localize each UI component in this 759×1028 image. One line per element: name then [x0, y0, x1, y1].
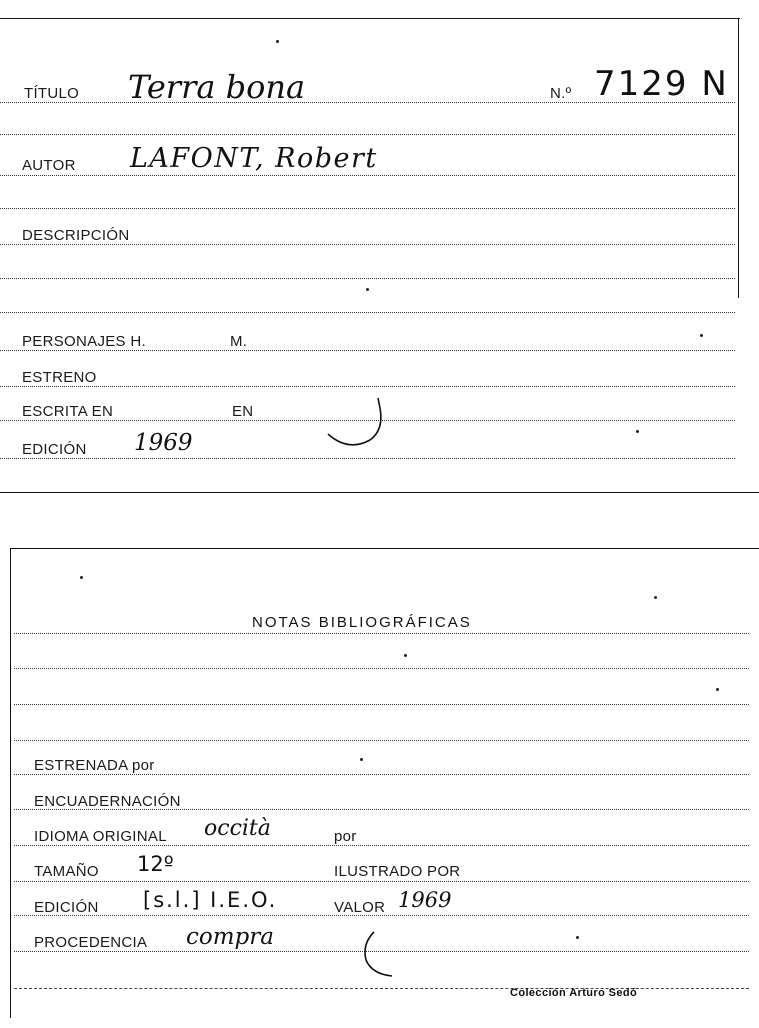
collection-credit: Colección Arturo Sedó	[510, 987, 638, 999]
autor-value: LAFONT, Robert	[130, 143, 378, 174]
rule-line	[14, 704, 749, 705]
card-top-edge	[10, 548, 759, 549]
rule-line	[0, 458, 735, 459]
card-bottom-edge	[0, 492, 759, 493]
rule-line	[0, 134, 735, 135]
rule-line	[14, 668, 749, 669]
rule-line	[0, 244, 735, 245]
rule-line	[0, 175, 735, 176]
rule-line	[14, 988, 749, 989]
edicion-label: EDICIÓN	[34, 899, 99, 916]
rule-line	[0, 278, 735, 279]
edicion-value: [s.l.] I.E.O.	[143, 888, 278, 912]
rule-line	[0, 312, 735, 313]
estrenada-label: ESTRENADA por	[34, 757, 155, 774]
por-label: por	[334, 828, 357, 845]
rule-line	[14, 740, 749, 741]
edicion-label: EDICIÓN	[22, 441, 87, 458]
rule-line	[14, 881, 749, 882]
speck	[80, 576, 83, 579]
rule-line	[14, 774, 749, 775]
procedencia-value: compra	[186, 924, 274, 950]
catalog-card-back	[0, 540, 759, 1028]
notas-heading: NOTAS BIBLIOGRÁFICAS	[252, 614, 472, 631]
personajes-label: PERSONAJES H.	[22, 333, 146, 350]
valor-value: 1969	[398, 888, 452, 912]
descripcion-label: DESCRIPCIÓN	[22, 227, 130, 244]
numero-value: 7129 N	[594, 64, 729, 104]
speck	[654, 596, 657, 599]
rule-line	[14, 845, 749, 846]
personajes-m-label: M.	[230, 333, 248, 350]
speck	[576, 936, 579, 939]
ilustrado-label: ILUSTRADO POR	[334, 863, 461, 880]
idioma-value: occità	[204, 816, 271, 841]
card-top-edge	[0, 18, 740, 19]
speck	[276, 40, 279, 43]
card-right-edge	[738, 18, 739, 298]
rule-line	[0, 208, 735, 209]
en-label: EN	[232, 403, 254, 420]
speck	[700, 334, 703, 337]
tamano-label: TAMAÑO	[34, 863, 99, 880]
speck	[716, 688, 719, 691]
rule-line	[0, 350, 735, 351]
autor-label: AUTOR	[22, 157, 76, 174]
numero-label: N.º	[550, 85, 572, 102]
rule-line	[0, 386, 735, 387]
rule-line	[14, 633, 749, 634]
titulo-label: TÍTULO	[24, 85, 80, 102]
speck	[404, 654, 407, 657]
tamano-value: 12º	[137, 852, 174, 876]
escrita-en-label: ESCRITA EN	[22, 403, 114, 420]
catalog-card-front	[0, 0, 759, 500]
estreno-label: ESTRENO	[22, 369, 97, 386]
card-left-edge	[10, 548, 11, 1018]
speck	[366, 288, 369, 291]
speck	[636, 430, 639, 433]
idioma-label: IDIOMA ORIGINAL	[34, 828, 167, 845]
valor-label: VALOR	[334, 899, 386, 916]
titulo-value: Terra bona	[128, 68, 306, 106]
stamp-mark	[318, 392, 398, 452]
edicion-value: 1969	[134, 430, 193, 456]
procedencia-label: PROCEDENCIA	[34, 934, 148, 951]
stamp-mark	[358, 926, 408, 982]
encuadernacion-label: ENCUADERNACIÓN	[34, 793, 181, 810]
speck	[360, 758, 363, 761]
